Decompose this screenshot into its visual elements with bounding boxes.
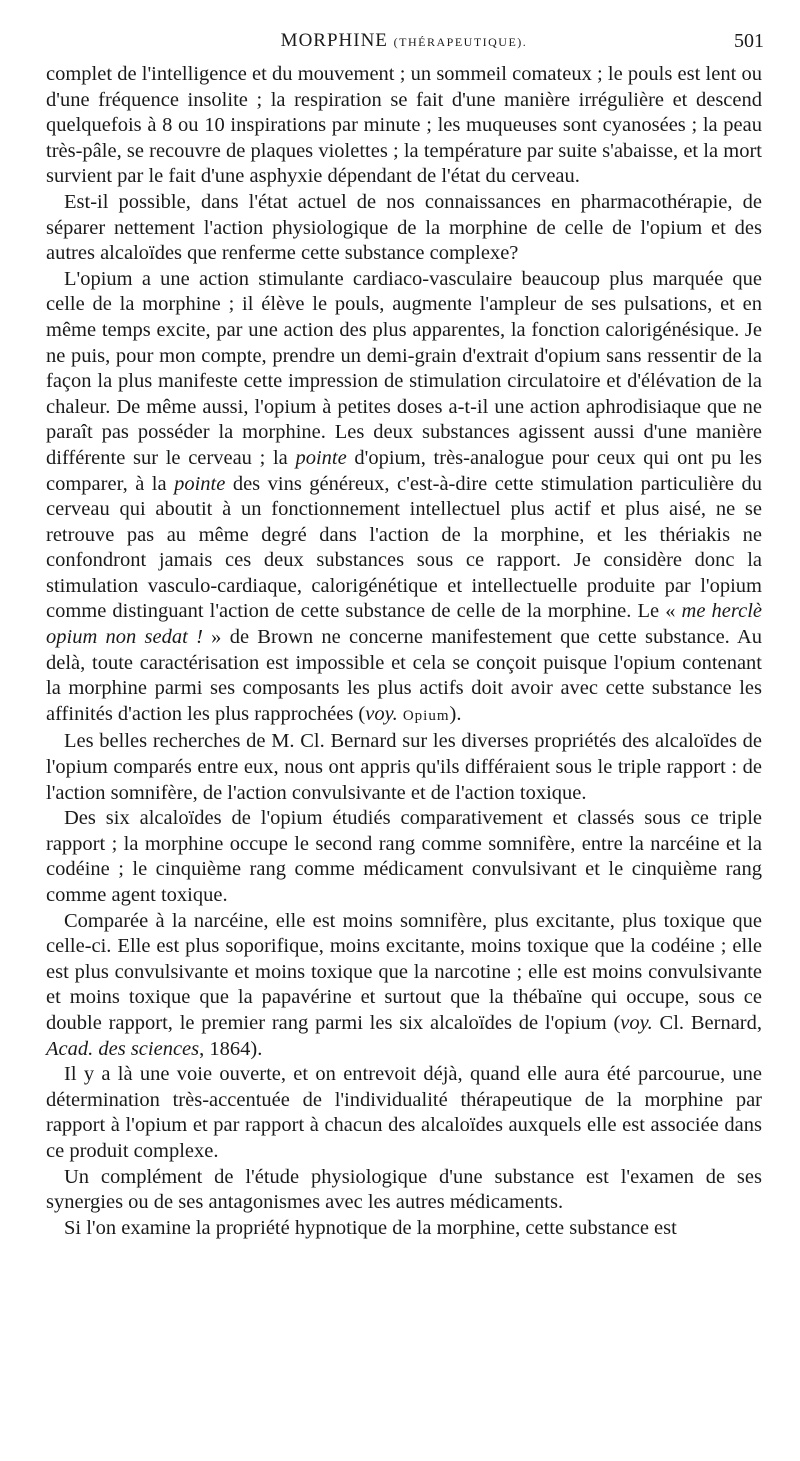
paragraph-3-smallcaps-ref: Opium (402, 707, 450, 724)
paragraph-6-text-b: Cl. Bernard, (652, 1011, 762, 1034)
paragraph-3-em-pointe-1: pointe (295, 446, 347, 469)
paragraph-8: Un complément de l'étude physiologique d'une substance est l'examen de ses synergies ou de ses antagonismes avec les autres médicaments. (46, 1165, 762, 1214)
paragraph-3-em-voy: voy. (365, 702, 398, 725)
paragraph-4: Les belles recherches de M. Cl. Bernard sur les diverses propriétés des alcaloïdes de l'opium comparés entre eux, nous ont appris qu'ils différaient sous le triple rapport : de l'action somnifère, de l'action convulsivante et de l'action toxique. (46, 730, 762, 804)
paragraph-9: Si l'on examine la propriété hypnotique de la morphine, cette substance est (64, 1216, 677, 1239)
paragraph-1: complet de l'intelligence et du mouvement ; un sommeil comateux ; le pouls est lent ou d'une fréquence insolite ; la respiration se fait d'une manière irrégulière et descend quelquefois à 8 ou 10 inspirations par minute ; les muqueuses sont cyanosées ; la peau très-pâle, se recouvre de plaques violettes ; la température par suite s'abaisse, et la mort survient par le fait d'une asphyxie dépendant de l'état du cerveau. (46, 63, 762, 188)
paragraph-3-em-quote: me herclè opium non sedat ! (46, 600, 762, 649)
paragraph-3-text-b: d'opium, très-analogue pour ceux qui ont pu les comparer, à la (46, 446, 762, 495)
running-header (46, 0, 764, 52)
running-title (46, 30, 762, 52)
paragraph-7: Il y a là une voie ouverte, et on entrevoit déjà, quand elle aura été parcourue, une détermination très-accentuée de l'individualité thérapeutique de la morphine par rapport à l'opium et par rapport à chacun des alcaloïdes auxquels elle est associée dans ce produit complexe. (46, 1063, 762, 1162)
paragraph-5: Des six alcaloïdes de l'opium étudiés comparativement et classés sous ce triple rapport ; la morphine occupe le second rang comme somnifère, entre la narcéine et la codéine ; le cinquième rang comme médicament convulsivant et le cinquième rang comme agent toxique. (46, 807, 762, 906)
paragraph-2: Est-il possible, dans l'état actuel de nos connaissances en pharmacothérapie, de séparer nettement l'action physiologique de la morphine de celle de l'opium et des autres alcaloïdes que renferme cette substance complexe? (46, 190, 762, 265)
running-title-sub: (THÉRAPEUTIQUE). (393, 35, 528, 49)
paragraph-3 (46, 267, 762, 730)
running-title-main: MORPHINE (280, 30, 388, 51)
paragraph-3-text-e: ). (449, 702, 462, 725)
paragraph-6-em-acad: Acad. des sciences (46, 1037, 200, 1060)
page-number: 501 (734, 30, 764, 52)
paragraph-6 (46, 909, 762, 1063)
page-body (46, 62, 762, 1241)
paragraph-3-text-c: des vins généreux, c'est-à-dire cette stimulation particulière du cerveau qui aboutit à un fonctionnement intellectuel plus actif et plus aisé, ne se retrouve pas au même degré dans l'action de la morphine, et les thériakis ne confondront jamais ces deux substances sous ce rapport. Je considère donc la stimulation vasculo-cardiaque, calorigénétique et intellectuelle produite par l'opium comme distinguant l'action de cette substance de celle de la morphine. Le « (46, 472, 762, 623)
page (46, 0, 762, 1241)
paragraph-3-em-pointe-2: pointe (174, 472, 226, 495)
paragraph-3-text-a: L'opium a une action stimulante cardiaco-vasculaire beaucoup plus marquée que celle de la morphine ; il élève le pouls, augmente l'ampleur de ses pulsations, et en même temps excite, par une action des plus apparentes, la fonction calorigénésique. Je ne puis, pour mon compte, prendre un demi-grain d'extrait d'opium sans ressentir de la façon la plus manifeste cette impression de stimulation circulatoire et d'élévation de la chaleur. De même aussi, l'opium à petites doses a-t-il une action aphrodisiaque que ne paraît pas posséder la morphine. Les deux substances agissent aussi d'une manière différente sur le cerveau ; la (46, 267, 762, 469)
paragraph-6-text-a: Comparée à la narcéine, elle est moins somnifère, plus excitante, plus toxique que celle-ci. Elle est plus soporifique, moins excitante, moins toxique que la codéine ; elle est plus convulsivante et moins toxique que la narcotine ; elle est moins convulsivante et moins toxique que la papavérine et surtout que la thébaïne qui occupe, sous ce double rapport, le premier rang parmi les six alcaloïdes de l'opium ( (46, 909, 762, 1034)
paragraph-6-text-c: , 1864). (199, 1037, 263, 1060)
paragraph-3-text-d: » de Brown ne concerne manifestement que cette substance. Au delà, toute caractérisation est impossible et cela se conçoit puisque l'opium contenant la morphine parmi ses composants les plus actifs doit avoir avec cette substance les affinités d'action les plus rapprochées ( (46, 626, 762, 725)
paragraph-6-em-voy: voy. (620, 1011, 653, 1034)
